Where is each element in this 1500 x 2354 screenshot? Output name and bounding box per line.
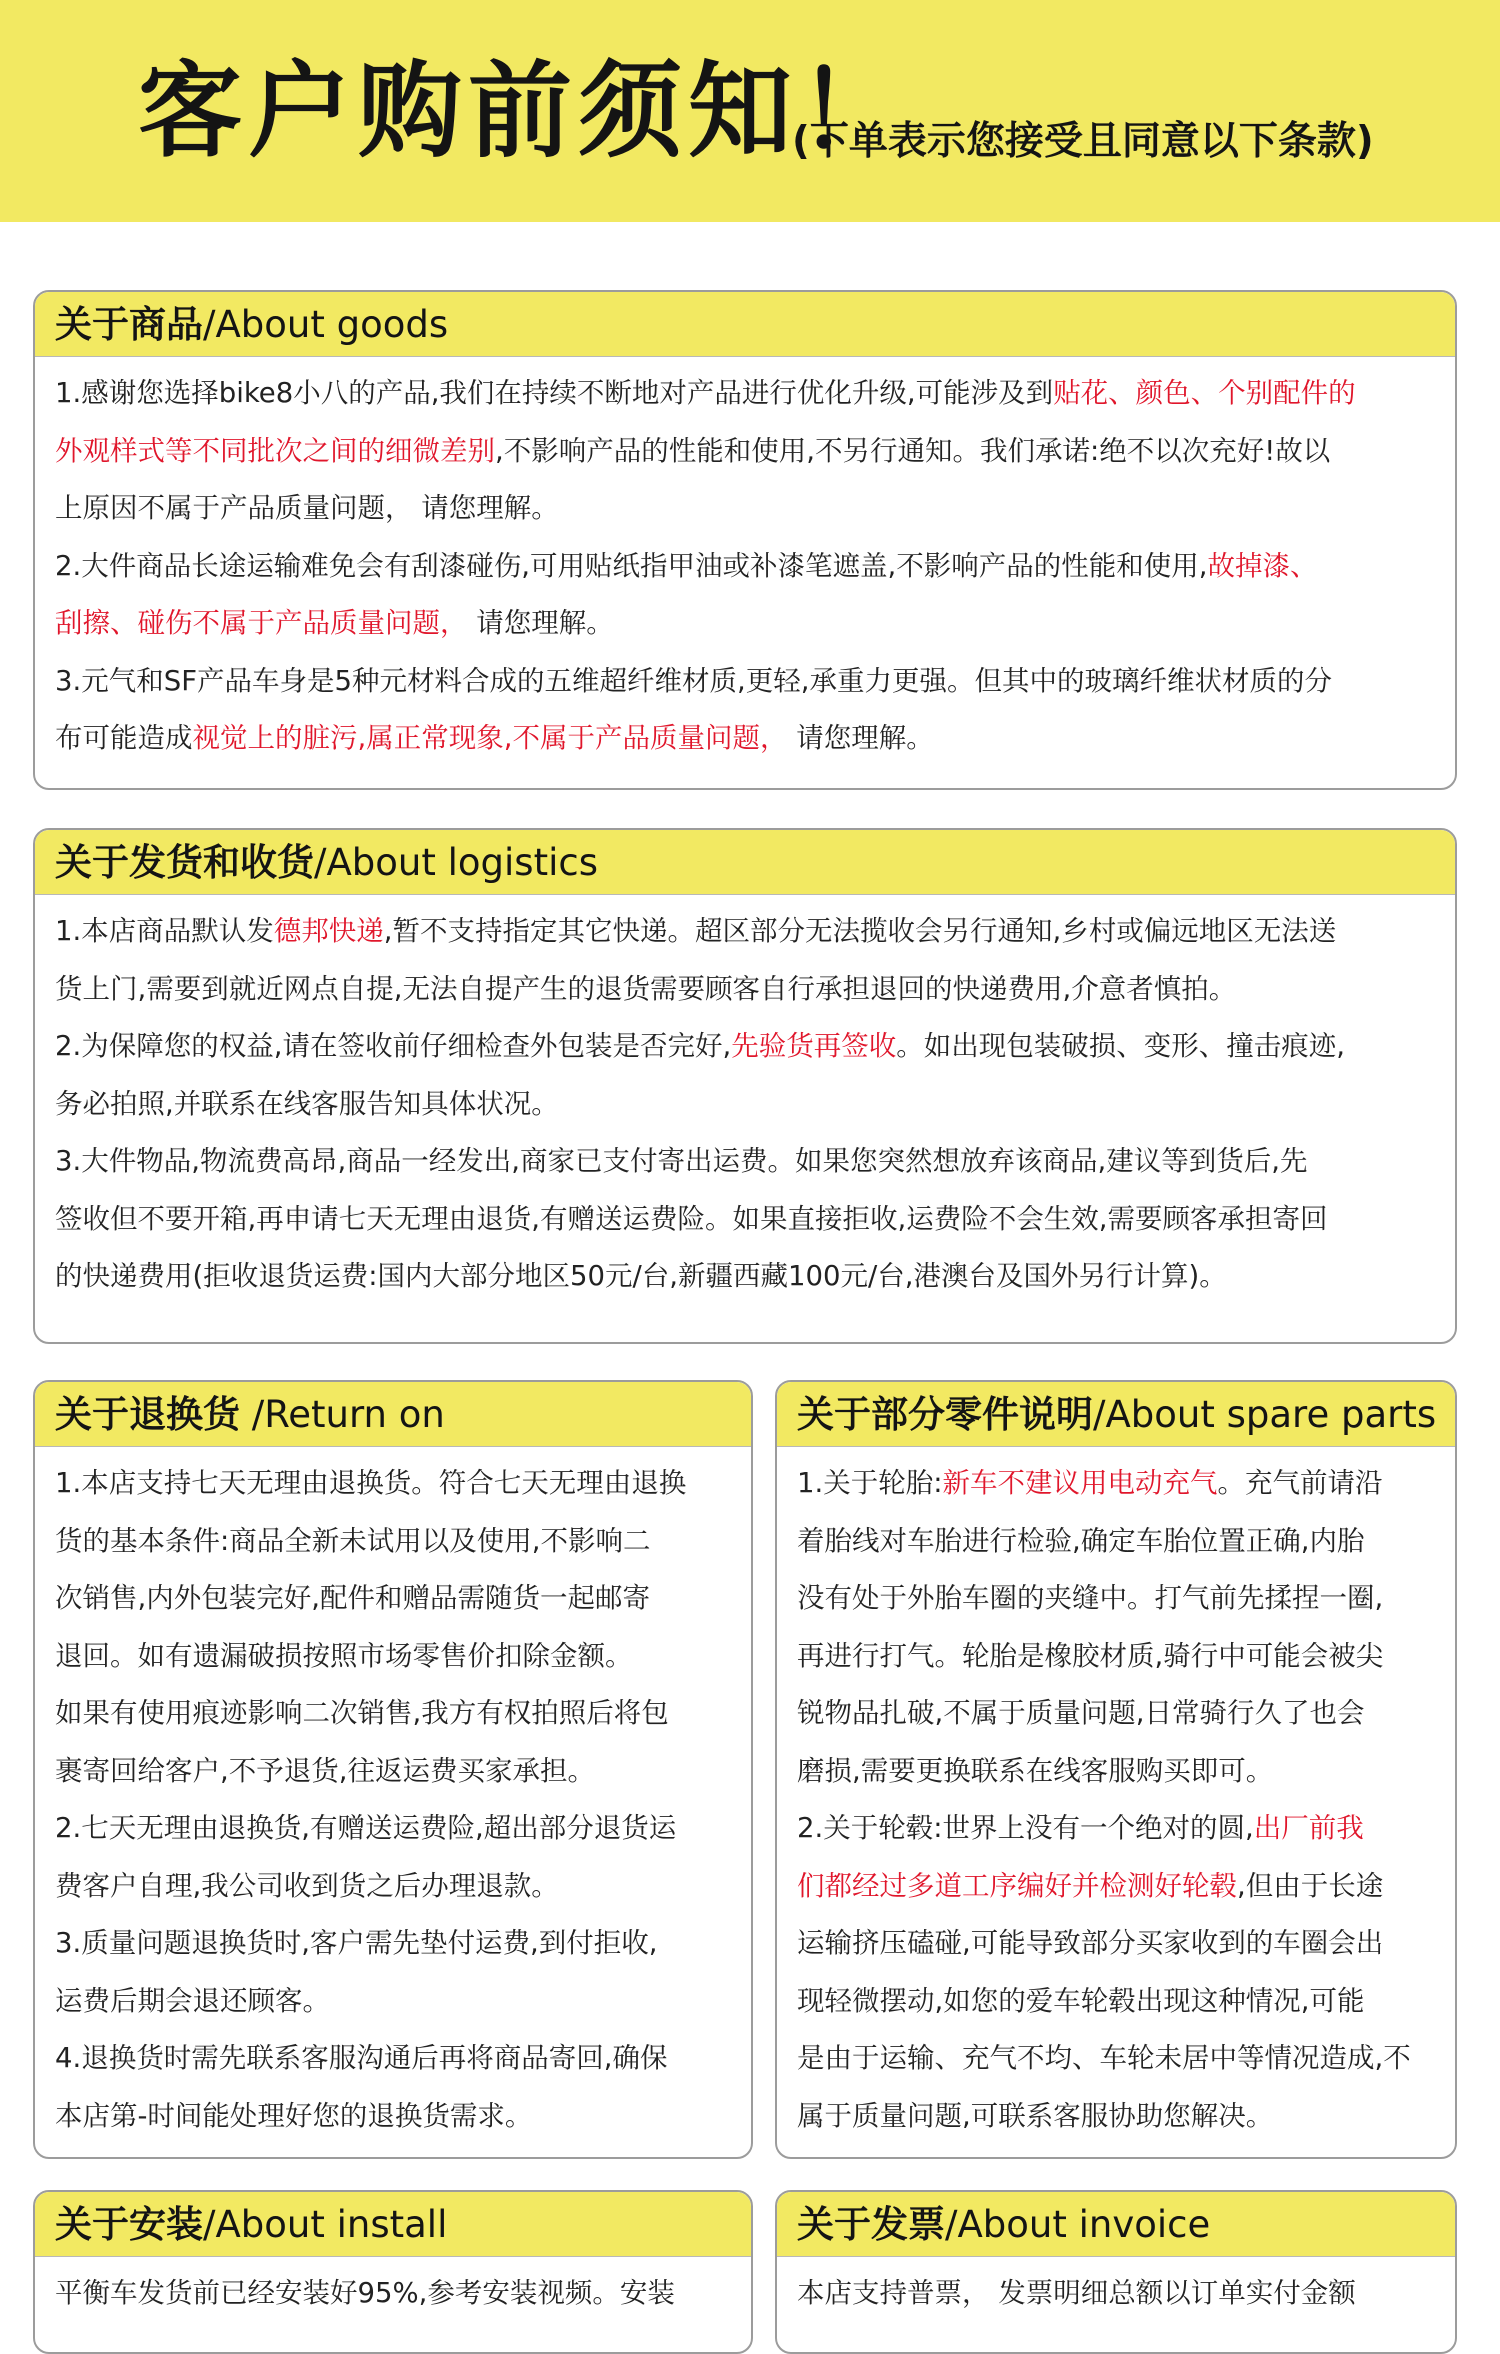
- text-line: [55, 2265, 735, 2323]
- text-line: [55, 595, 1439, 653]
- section-logistics: [33, 828, 1457, 1344]
- text-line: [55, 1191, 1439, 1249]
- body-text: 请您理解。: [787, 722, 934, 754]
- body-text: 本店第-时间能处理好您的退换货需求。: [55, 2099, 533, 2132]
- body-text: 货上门,需要到就近网点自提,无法自提产生的退货需要顾客自行承担退回的快递费用,介意者慎拍。: [55, 972, 1237, 1005]
- body-text: 上原因不属于产品质量问题， 请您理解。: [55, 492, 559, 524]
- body-text: 2.大件商品长途运输难免会有刮漆碰伤,可用贴纸指甲油或补漆笔遮盖,不影响产品的性能和使用,: [55, 549, 1208, 582]
- body-text: 没有处于外胎车圈的夹缝中。打气前先揉捏一圈,: [797, 1582, 1384, 1614]
- section-invoice-body: [777, 2257, 1455, 2323]
- text-line: [55, 1915, 735, 1973]
- section-title-zh: 关于部分零件说明: [797, 1393, 1093, 1436]
- text-line: [55, 423, 1439, 481]
- body-text: 次销售,内外包装完好,配件和赠品需随货一起邮寄: [55, 1582, 650, 1614]
- text-line: [55, 1018, 1439, 1076]
- section-title-zh: 关于发货和收货: [55, 841, 314, 884]
- text-line: [55, 710, 1439, 768]
- body-text: 签收但不要开箱,再申请七天无理由退货,有赠送运费险。如果直接拒收,运费险不会生效,需要顾客承担寄回: [55, 1202, 1328, 1235]
- text-line: [55, 653, 1439, 711]
- text-line: [55, 1133, 1439, 1191]
- highlight-text: 视觉上的脏污,属正常现象,不属于产品质量问题，: [192, 722, 788, 754]
- section-title-en: /About spare parts: [1093, 1393, 1437, 1436]
- text-line: [55, 1570, 735, 1628]
- section-goods-body: [35, 357, 1455, 768]
- text-line: [55, 1076, 1439, 1134]
- body-text: ,但由于长途: [1237, 1869, 1384, 1902]
- body-text: 请您理解。: [467, 607, 614, 639]
- text-line: [797, 1743, 1439, 1801]
- body-text: 现轻微摆动,如您的爱车轮毂出现这种情况,可能: [797, 1984, 1365, 2017]
- text-line: [55, 538, 1439, 596]
- body-text: 务必拍照,并联系在线客服告知具体状况。: [55, 1087, 559, 1120]
- text-line: [55, 1455, 735, 1513]
- body-text: 1.本店支持七天无理由退换货。符合七天无理由退换: [55, 1467, 687, 1499]
- body-text: 退回。如有遗漏破损按照市场零售价扣除金额。: [55, 1639, 633, 1672]
- body-text: 费客户自理,我公司收到货之后办理退款。: [55, 1869, 559, 1902]
- body-text: 2.七天无理由退换货,有赠送运费险,超出部分退货运: [55, 1812, 677, 1844]
- body-text: 2.关于轮毂:世界上没有一个绝对的圆,: [797, 1812, 1254, 1844]
- text-line: [55, 1800, 735, 1858]
- text-line: [55, 480, 1439, 538]
- text-line: [55, 1743, 735, 1801]
- body-text: 2.为保障您的权益,请在签收前仔细检查外包装是否完好,: [55, 1030, 732, 1062]
- text-line: [797, 1973, 1439, 2031]
- text-line: [797, 1513, 1439, 1571]
- text-line: [55, 961, 1439, 1019]
- body-text: 4.退换货时需先联系客服沟通后再将商品寄回,确保: [55, 2042, 668, 2074]
- section-title-zh: 关于发票: [797, 2203, 945, 2246]
- body-text: 着胎线对车胎进行检验,确定车胎位置正确,内胎: [797, 1524, 1365, 1557]
- body-text: 的快递费用(拒收退货运费:国内大部分地区50元/台,新疆西藏100元/台,港澳台及国外另行计算)。: [55, 1260, 1227, 1292]
- body-text: 3.元气和SF产品车身是5种元材料合成的五维超纤维材质,更轻,承重力更强。但其中的玻璃纤维状材质的分: [55, 664, 1332, 697]
- text-line: [55, 1513, 735, 1571]
- section-title-en: /Return on: [240, 1393, 445, 1436]
- highlight-text: 外观样式等不同批次之间的细微差别: [55, 434, 495, 467]
- section-logistics-header: [35, 830, 1455, 895]
- page-title: 客户购前须知！: [138, 50, 909, 172]
- body-text: 平衡车发货前已经安装好95%,参考安装视频。安装: [55, 2277, 675, 2309]
- body-text: 再进行打气。轮胎是橡胶材质,骑行中可能会被尖: [797, 1639, 1384, 1672]
- section-invoice-header: [777, 2192, 1455, 2257]
- highlight-text: 刮擦、碰伤不属于产品质量问题，: [55, 607, 468, 639]
- text-line: [797, 1685, 1439, 1743]
- text-line: [797, 1455, 1439, 1513]
- text-line: [797, 1858, 1439, 1916]
- section-invoice: [775, 2190, 1457, 2354]
- section-goods: [33, 290, 1457, 790]
- text-line: [797, 2265, 1439, 2323]
- body-text: 。充气前请沿: [1217, 1467, 1383, 1499]
- section-title-en: /About logistics: [314, 841, 598, 884]
- section-install: [33, 2190, 753, 2354]
- body-text: 裹寄回给客户,不予退货,往返运费买家承担。: [55, 1754, 595, 1787]
- body-text: 运输挤压磕碰,可能导致部分买家收到的车圈会出: [797, 1927, 1384, 1959]
- section-returns-header: [35, 1382, 751, 1447]
- section-title-en: /About install: [203, 2203, 448, 2246]
- section-logistics-body: [35, 895, 1455, 1306]
- text-line: [797, 1570, 1439, 1628]
- body-text: 1.感谢您选择bike8小八的产品,我们在持续不断地对产品进行优化升级,可能涉及到: [55, 377, 1054, 409]
- section-goods-header: [35, 292, 1455, 357]
- text-line: [797, 1628, 1439, 1686]
- text-line: [797, 1800, 1439, 1858]
- body-text: 3.大件物品,物流费高昂,商品一经发出,商家已支付寄出运费。如果您突然想放弃该商品,建议等到货后,先: [55, 1145, 1308, 1177]
- highlight-text: 先验货再签收: [731, 1030, 897, 1062]
- body-text: ,不影响产品的性能和使用,不另行通知。我们承诺:绝不以次充好!故以: [495, 434, 1331, 467]
- text-line: [55, 365, 1439, 423]
- text-line: [797, 2088, 1439, 2146]
- body-text: 布可能造成: [55, 722, 193, 754]
- highlight-text: 贴花、颜色、个别配件的: [1053, 377, 1356, 409]
- body-text: 磨损,需要更换联系在线客服购买即可。: [797, 1754, 1274, 1787]
- section-returns: [33, 1380, 753, 2159]
- body-text: ,暂不支持指定其它快递。超区部分无法揽收会另行通知,乡村或偏远地区无法送: [383, 915, 1337, 947]
- body-text: 货的基本条件:商品全新未试用以及使用,不影响二: [55, 1524, 651, 1557]
- page-subtitle: (下单表示您接受且同意以下条款): [792, 119, 1374, 164]
- section-spare-parts-body: [777, 1447, 1455, 2145]
- text-line: [55, 2030, 735, 2088]
- body-text: 。如出现包装破损、变形、撞击痕迹,: [896, 1030, 1345, 1062]
- text-line: [797, 2030, 1439, 2088]
- body-text: 是由于运输、充气不均、车轮未居中等情况造成,不: [797, 2042, 1411, 2074]
- body-text: 如果有使用痕迹影响二次销售,我方有权拍照后将包: [55, 1697, 669, 1729]
- section-install-header: [35, 2192, 751, 2257]
- section-title-zh: 关于退换货: [55, 1393, 240, 1436]
- body-text: 3.质量问题退换货时,客户需先垫付运费,到付拒收,: [55, 1927, 658, 1959]
- body-text: 1.本店商品默认发: [55, 915, 274, 947]
- text-line: [55, 1858, 735, 1916]
- text-line: [797, 1915, 1439, 1973]
- body-text: 锐物品扎破,不属于质量问题,日常骑行久了也会: [797, 1697, 1365, 1729]
- highlight-text: 新车不建议用电动充气: [942, 1467, 1218, 1499]
- text-line: [55, 903, 1439, 961]
- text-line: [55, 1973, 735, 2031]
- body-text: 1.关于轮胎:: [797, 1467, 943, 1499]
- text-line: [55, 1685, 735, 1743]
- section-install-body: [35, 2257, 751, 2323]
- body-text: 属于质量问题,可联系客服协助您解决。: [797, 2099, 1274, 2132]
- section-title-zh: 关于安装: [55, 2203, 203, 2246]
- highlight-text: 出厂前我: [1253, 1812, 1364, 1844]
- section-spare-parts-header: [777, 1382, 1455, 1447]
- highlight-text: 德邦快递: [273, 915, 384, 947]
- text-line: [55, 2088, 735, 2146]
- body-text: 本店支持普票， 发票明细总额以订单实付金额: [797, 2277, 1356, 2309]
- body-text: 运费后期会退还顾客。: [55, 1984, 330, 2017]
- highlight-text: 们都经过多道工序编好并检测好轮毂: [797, 1869, 1237, 1902]
- section-title-en: /About invoice: [945, 2203, 1211, 2246]
- section-returns-body: [35, 1447, 751, 2145]
- highlight-text: 故掉漆、: [1207, 549, 1318, 582]
- section-spare-parts: [775, 1380, 1457, 2159]
- section-title-zh: 关于商品: [55, 303, 203, 346]
- section-title-en: /About goods: [203, 303, 449, 346]
- text-line: [55, 1628, 735, 1686]
- header-banner: [0, 0, 1500, 222]
- text-line: [55, 1248, 1439, 1306]
